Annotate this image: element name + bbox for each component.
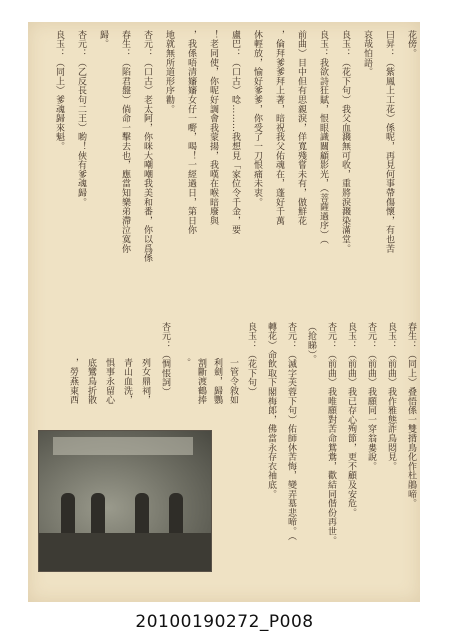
- text-column: 花傍。: [406, 30, 416, 58]
- text-column: 杏元：（前曲）我唯願對苦命鴛鴦，歡結同偕份再世。: [326, 322, 336, 546]
- stage-photo: [38, 430, 212, 572]
- text-column: 青山血洗，: [122, 358, 132, 405]
- text-column: 。: [180, 358, 190, 368]
- text-column: 良玉：（花下句）我父血濺無可收，重將淚濺染滿堂。: [340, 30, 350, 254]
- text-column: 良玉：（花下句）: [246, 322, 256, 397]
- performer-figure: [169, 493, 183, 537]
- text-column: 良玉：我欲詩狂賦，恨眼識關顧影光，（菩薩過序）（: [318, 30, 328, 245]
- text-column: 良玉：（前曲）我作雅態詐鳥悶見。: [386, 322, 396, 471]
- text-column: 杏元：（滅字芙蓉下句）佑師休苦悔，變弄墓悲啼。（: [286, 322, 296, 541]
- text-column: ，我係唔清嬸嬸女仔一嘢，喝！一經過日，第日你: [186, 30, 196, 235]
- performer-figure: [135, 493, 149, 537]
- archive-caption: 20100190272_P008: [135, 612, 314, 632]
- text-column: （抢睇）。: [306, 322, 316, 364]
- text-column: 前曲）目中但有思親淚，佯寬殘嘗未有，倣鮮花: [296, 30, 306, 226]
- text-column: 一管令敘如: [228, 358, 238, 405]
- text-column: 底鸞鳥折散: [86, 358, 96, 405]
- stage-lighting: [53, 437, 193, 455]
- text-column: 曰昇：（紫鳳上工花）係呢，再見何事帶傷懷，有也苦: [384, 30, 394, 254]
- text-column: 休輕放，愉好爹爹，你受了一刀恨痛未衷。: [252, 30, 262, 207]
- text-column: ，勞燕東西: [68, 358, 78, 405]
- text-column: 春生：（同上）叠悟係一雙揹鳥化作杜鵑啼。: [406, 322, 416, 508]
- text-column: 哀哉怕語。: [362, 30, 372, 77]
- text-column: 地就無所道形序勸。: [164, 30, 174, 114]
- text-column: ，倫拜爹爹拜上著，暗祝我父佑魂在，蓬好千萬: [274, 30, 284, 226]
- text-column: 春生：（陷君盤）倘命一擊去也，應當知樂弟滯泣寞你: [120, 30, 130, 254]
- text-column: 良玉：（前曲）我已存心殉節，更不顧及安危。: [346, 322, 356, 518]
- text-column: 良玉：（同上）爹魂歸來魁。: [54, 30, 64, 151]
- performer-figure: [61, 493, 75, 537]
- stage-floor: [39, 533, 211, 571]
- text-column: 杏元：（前曲）我願同一穿翁婁說。: [366, 322, 376, 471]
- text-column: 歸。: [98, 30, 108, 49]
- text-column: 列女鼎祠，: [140, 358, 150, 405]
- text-column: 杏元：（惆悵詞）: [160, 322, 170, 397]
- text-column: 割斷渡鶴捧: [196, 358, 206, 405]
- text-column: 惧事永留心: [104, 358, 114, 405]
- performer-figure: [91, 493, 105, 537]
- text-column: ！老同使，你呢好調會我蒙揚，我嘆在喉暗廢與: [208, 30, 218, 226]
- text-column: 杏元：（乙反長句二王）喲！俠有爹魂歸。: [76, 30, 86, 207]
- text-column: 盧巴：（口古）唸………我想見「家位令千金，要: [230, 30, 240, 235]
- text-column: 轉花）命飲取下閣梅郎，佛當永存衣袖底。: [266, 322, 276, 499]
- booklet-page: [28, 22, 420, 602]
- text-column: 利劍，歸鸚: [212, 358, 222, 405]
- text-column: 杏元：（口古）老太阿，你咪大嘲嘲我美和番，你以爲係: [142, 30, 152, 263]
